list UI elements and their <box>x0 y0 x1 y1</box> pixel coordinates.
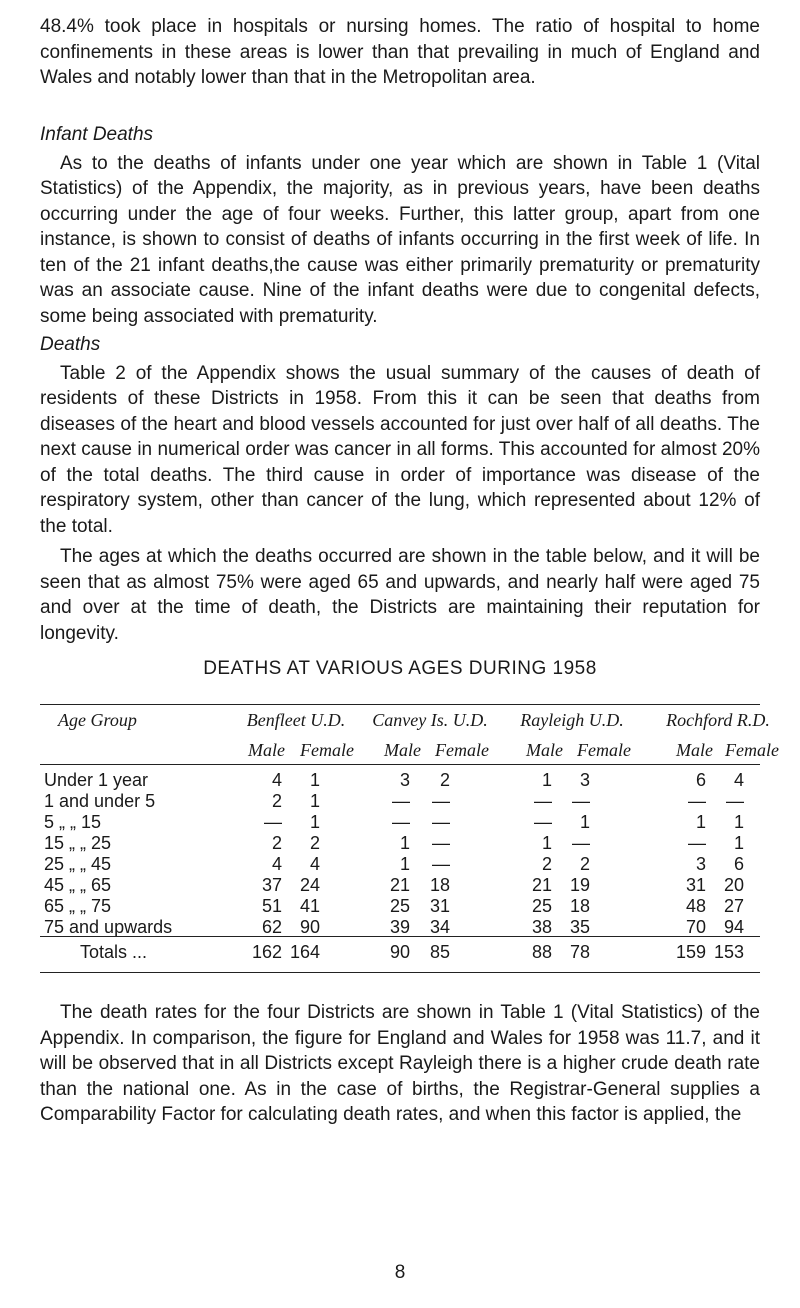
deaths-by-age-table <box>40 704 779 980</box>
table-totals-row <box>40 942 760 964</box>
sex-header-male: Male <box>384 740 421 760</box>
table-cell: — <box>726 791 744 811</box>
table-cell: 20 <box>723 875 744 895</box>
table-row <box>40 854 760 876</box>
totals-value: 88 <box>531 942 552 962</box>
table-cell: 1 <box>733 833 744 853</box>
table-cell: 1 <box>309 791 320 811</box>
table-cell: 1 <box>399 854 410 874</box>
totals-value: 162 <box>251 942 282 962</box>
heading-deaths: Deaths <box>40 334 101 355</box>
sex-header-female: Female <box>435 740 489 760</box>
table-cell: 2 <box>579 854 590 874</box>
table-cell: 25 <box>389 896 410 916</box>
table-cell: — <box>432 833 450 853</box>
table-cell: — <box>432 812 450 832</box>
table-cell: 18 <box>429 875 450 895</box>
sex-header-female: Female <box>577 740 631 760</box>
table-cell: — <box>392 791 410 811</box>
table-cell: 1 <box>309 770 320 790</box>
totals-value: 78 <box>569 942 590 962</box>
table-cell: 19 <box>569 875 590 895</box>
table-cell: — <box>432 854 450 874</box>
totals-value: 90 <box>389 942 410 962</box>
district-header-canvey: Canvey Is. U.D. <box>372 710 488 730</box>
table-totals-rule <box>40 936 760 937</box>
table-cell: 31 <box>685 875 706 895</box>
table-cell: — <box>392 812 410 832</box>
table-cell: 4 <box>271 770 282 790</box>
table-row <box>40 770 760 792</box>
age-group-header: Age Group <box>58 710 137 730</box>
sex-header-male: Male <box>248 740 285 760</box>
table-cell: 21 <box>389 875 410 895</box>
age-group-label: 5 „ „ 15 <box>44 812 102 832</box>
table-cell: — <box>534 791 552 811</box>
age-group-label: 75 and upwards <box>44 917 173 937</box>
table-cell: 51 <box>261 896 282 916</box>
table-cell: 3 <box>399 770 410 790</box>
sex-header-male: Male <box>676 740 713 760</box>
paragraph-death-rates: The death rates for the four Districts are shown in Table 1 (Vital Statistics) of the Appendix. In comparison, the figure for England and Wales for 1958 was 11.7, and it will be observed that in all Districts except Rayleigh there is a higher crude death rate than the national one. As in the case of births, the Registrar-General supplies a Comparability Factor for calculating death rates, and when this factor is applied, the <box>40 1002 760 1125</box>
section-infant-deaths <box>40 122 760 329</box>
sex-header-male: Male <box>526 740 563 760</box>
totals-value: 85 <box>429 942 450 962</box>
table-top-rule <box>40 704 760 705</box>
page-number: 8 <box>394 1262 406 1283</box>
table-cell: 2 <box>541 854 552 874</box>
district-header-benfleet: Benfleet U.D. <box>246 710 346 730</box>
table-cell: 35 <box>569 917 590 937</box>
table-cell: 1 <box>309 812 320 832</box>
totals-value: 159 <box>675 942 706 962</box>
table-cell: 41 <box>299 896 320 916</box>
table-row <box>40 896 760 918</box>
table-cell: — <box>572 791 590 811</box>
table-cell: 38 <box>531 917 552 937</box>
age-group-label: 25 „ „ 45 <box>44 854 112 874</box>
table-header-rule <box>40 764 760 765</box>
table-cell: 1 <box>541 770 552 790</box>
table-cell: 3 <box>579 770 590 790</box>
table-cell: — <box>688 791 706 811</box>
table-cell: 18 <box>569 896 590 916</box>
table-cell: 2 <box>309 833 320 853</box>
table-cell: 94 <box>723 917 744 937</box>
table-cell: 4 <box>733 770 744 790</box>
table-cell: 4 <box>271 854 282 874</box>
totals-value: 153 <box>713 942 744 962</box>
sex-header-female: Female <box>725 740 779 760</box>
table-row <box>40 812 760 834</box>
table-cell: 3 <box>695 854 706 874</box>
table-cell: — <box>688 833 706 853</box>
table-title: DEATHS AT VARIOUS AGES DURING 1958 <box>203 658 597 679</box>
table-cell: 6 <box>733 854 744 874</box>
totals-label: Totals ... <box>80 942 148 962</box>
table-cell: — <box>534 812 552 832</box>
table-cell: — <box>572 833 590 853</box>
table-cell: 90 <box>299 917 320 937</box>
table-cell: 24 <box>299 875 320 895</box>
table-bottom-rule <box>40 972 760 973</box>
table-cell: 27 <box>723 896 744 916</box>
district-header-rayleigh: Rayleigh U.D. <box>520 710 624 730</box>
table-cell: 31 <box>429 896 450 916</box>
paragraph-ages: The ages at which the deaths occurred are shown in the table below, and it will be seen that as almost 75% were aged 65 and upwards, and nearly half were aged 75 and over at the time of death, the Districts are maintaining their reputation for longevity. <box>40 546 760 644</box>
table-cell: — <box>432 791 450 811</box>
table-row <box>40 791 760 813</box>
age-group-label: 15 „ „ 25 <box>44 833 112 853</box>
table-cell: 25 <box>531 896 552 916</box>
table-cell: 39 <box>389 917 410 937</box>
table-cell: 62 <box>261 917 282 937</box>
paragraph-deaths: Table 2 of the Appendix shows the usual summary of the causes of death of residents of these Districts in 1958. From this it can be seen that deaths from diseases of the heart and blood vessels accounted for just over half of all deaths. The next cause in numerical order was cancer in all forms. This accounted for almost 20% of the total deaths. The third cause in order of importance was disease of the respiratory system, other than cancer of the lung, which represented about 12% of the total. <box>40 362 760 537</box>
table-cell: 1 <box>399 833 410 853</box>
age-group-label: 1 and under 5 <box>44 791 156 811</box>
heading-infant-deaths: Infant Deaths <box>40 124 154 145</box>
age-group-label: 65 „ „ 75 <box>44 896 112 916</box>
table-cell: 37 <box>261 875 282 895</box>
table-cell: 2 <box>439 770 450 790</box>
totals-value: 164 <box>289 942 320 962</box>
sex-header-female: Female <box>300 740 354 760</box>
table-cell: 4 <box>309 854 320 874</box>
paragraph-confinements: 48.4% took place in hospitals or nursing homes. The ratio of hospital to home confinements in these areas is lower than that prevailing in much of England and Wales and notably lower than that in the Metropolitan area. <box>40 16 760 88</box>
table-row <box>40 833 760 855</box>
table-cell: 1 <box>579 812 590 832</box>
section-deaths <box>40 332 760 539</box>
table-cell: 48 <box>685 896 706 916</box>
table-cell: 21 <box>531 875 552 895</box>
age-group-label: Under 1 year <box>44 770 149 790</box>
district-header-rochford: Rochford R.D. <box>666 710 770 730</box>
table-cell: — <box>264 812 282 832</box>
table-cell: 1 <box>541 833 552 853</box>
table-cell: 70 <box>685 917 706 937</box>
table-cell: 2 <box>271 791 282 811</box>
table-cell: 2 <box>271 833 282 853</box>
table-cell: 34 <box>429 917 450 937</box>
table-cell: 1 <box>695 812 706 832</box>
table-row <box>40 875 760 897</box>
paragraph-infant-deaths: As to the deaths of infants under one year which are shown in Table 1 (Vital Statistics) of the Appendix, the majority, as in previous years, have been deaths occurring under the age of four weeks. Further, this latter group, apart from one instance, is shown to consist of deaths of infants occurring in the first week of life. In ten of the 21 infant deaths,the cause was either primarily prematurity or prematurity was an associate cause. Nine of the infant deaths were due to congenital defects, some being associated with prematurity. <box>40 152 760 327</box>
table-cell: 6 <box>695 770 706 790</box>
age-group-label: 45 „ „ 65 <box>44 875 112 895</box>
table-cell: 1 <box>733 812 744 832</box>
